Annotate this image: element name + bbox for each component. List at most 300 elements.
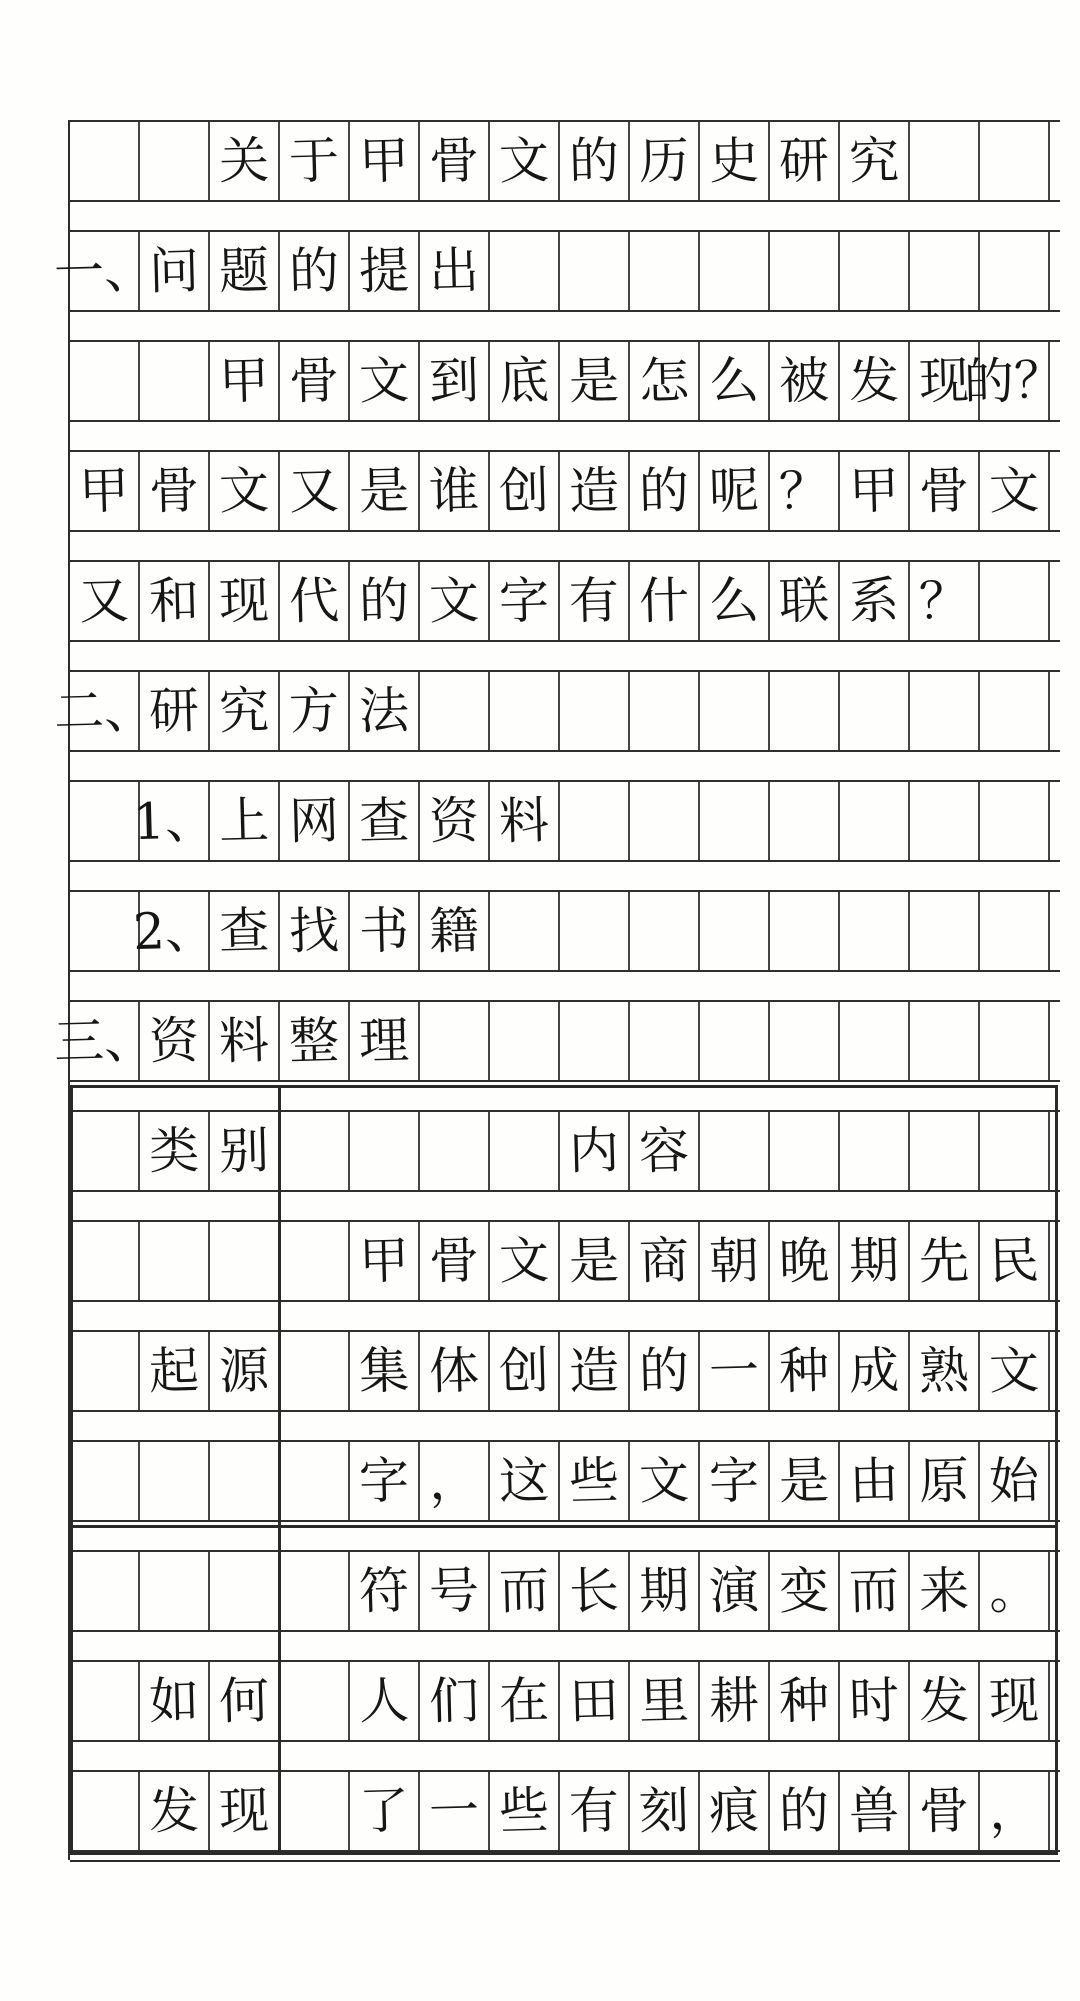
handwritten-character: 时: [848, 1671, 900, 1731]
handwritten-character: [629, 891, 699, 971]
grid-cell: [350, 892, 420, 970]
grid-cell: [560, 1112, 630, 1190]
grid-cell: [140, 1112, 210, 1190]
handwritten-character: 。: [988, 1561, 1040, 1621]
grid-cell: [140, 342, 210, 420]
handwritten-character: 这: [498, 1451, 550, 1511]
grid-cell: [350, 1002, 420, 1080]
grid-cell: [490, 122, 560, 200]
handwritten-character: 2、: [132, 900, 216, 962]
handwritten-character: 创: [498, 461, 550, 521]
grid-cell: [910, 1552, 980, 1630]
handwritten-character: [139, 1221, 209, 1301]
handwritten-character: [629, 1001, 699, 1081]
handwritten-character: 的: [288, 241, 340, 301]
grid-cell: [980, 892, 1050, 970]
grid-cell: [630, 562, 700, 640]
cell-band: [53, 1000, 1060, 1082]
grid-cell: [140, 1662, 210, 1740]
handwritten-character: [139, 121, 209, 201]
handwritten-character: 兽: [848, 1781, 900, 1841]
grid-cell: [840, 342, 910, 420]
grid-cell: [700, 1112, 770, 1190]
grid-cell: [280, 1552, 350, 1630]
handwritten-character: 么: [708, 351, 760, 411]
page-bottom-line: [70, 1860, 1060, 1862]
grid-row: [70, 1220, 1060, 1330]
grid-cell: [770, 1222, 840, 1300]
grid-cell: [70, 1772, 140, 1850]
handwritten-character: [629, 781, 699, 861]
handwritten-character: [69, 1221, 139, 1301]
grid-cell: [210, 232, 280, 310]
grid-cell: [700, 672, 770, 750]
handwritten-character: [979, 1111, 1049, 1191]
handwritten-character: 原: [918, 1451, 970, 1511]
handwritten-character: 研: [778, 131, 830, 191]
grid-cell: [280, 122, 350, 200]
handwritten-character: 容: [638, 1121, 690, 1181]
handwritten-character: 二、: [53, 680, 155, 742]
grid-cell: [490, 672, 560, 750]
grid-cell: [350, 1772, 420, 1850]
handwritten-character: 有: [568, 1781, 620, 1841]
grid-cell: [280, 1772, 350, 1850]
handwritten-character: 方: [288, 681, 340, 741]
grid-cell: [140, 672, 210, 750]
grid-cell: [420, 452, 490, 530]
handwritten-character: [839, 891, 909, 971]
grid-cell: [700, 892, 770, 970]
grid-cell: [700, 1772, 770, 1850]
handwritten-character: [559, 1001, 629, 1081]
handwritten-character: 熟: [918, 1341, 970, 1401]
grid-cell: [980, 562, 1050, 640]
grid-cell: [210, 1112, 280, 1190]
grid-cell: [980, 452, 1050, 530]
grid-cell: [350, 342, 420, 420]
grid-cell: [910, 1332, 980, 1410]
handwritten-character: [279, 1441, 349, 1521]
grid-cell: [700, 1442, 770, 1520]
grid-cell: [350, 782, 420, 860]
grid-cell: [910, 1772, 980, 1850]
grid-cell: [490, 1662, 560, 1740]
handwritten-character: 商: [638, 1231, 690, 1291]
cell-band: [70, 1660, 1060, 1742]
cell-band: [70, 1220, 1060, 1302]
cell-band: [70, 780, 1060, 862]
grid-cell: [132, 782, 216, 860]
handwritten-character: [489, 1111, 559, 1191]
handwritten-character: 字: [498, 571, 550, 631]
handwritten-character: [909, 121, 979, 201]
handwritten-character: [909, 1111, 979, 1191]
handwritten-character: 史: [708, 131, 760, 191]
grid-cell: [210, 452, 280, 530]
grid-cell: [700, 232, 770, 310]
handwritten-character: 来: [918, 1561, 970, 1621]
handwritten-character: 骨: [918, 461, 970, 521]
handwritten-character: 类: [148, 1121, 200, 1181]
handwritten-character: 始: [988, 1451, 1040, 1511]
handwritten-character: 由: [848, 1451, 900, 1511]
grid-cell: [280, 1112, 350, 1190]
handwritten-character: 创: [498, 1341, 550, 1401]
handwritten-character: 的: [638, 461, 690, 521]
grid-cell: [980, 782, 1050, 860]
handwritten-character: ？: [778, 461, 830, 521]
table-row-divider: [70, 1525, 1058, 1528]
grid-cell: [70, 892, 140, 970]
handwritten-character: 又: [78, 571, 130, 631]
handwritten-character: [699, 1001, 769, 1081]
handwritten-character: 现: [218, 1781, 270, 1841]
grid-cell: [140, 452, 210, 530]
grid-cell: [210, 122, 280, 200]
handwritten-character: 何: [218, 1671, 270, 1731]
grid-cell: [700, 342, 770, 420]
handwritten-character: 耕: [708, 1671, 760, 1731]
handwritten-character: [769, 231, 839, 311]
grid-cell: [53, 232, 155, 310]
handwritten-character: [699, 671, 769, 751]
grid-cell: [700, 562, 770, 640]
handwritten-character: 字: [708, 1451, 760, 1511]
cell-band: [53, 670, 1060, 752]
grid-cell: [770, 782, 840, 860]
handwritten-character: [489, 891, 559, 971]
grid-cell: [630, 1222, 700, 1300]
handwritten-character: 发: [148, 1781, 200, 1841]
handwritten-character: 而: [848, 1561, 900, 1621]
handwritten-character: [979, 1001, 1049, 1081]
handwritten-character: [699, 891, 769, 971]
handwritten-character: [839, 671, 909, 751]
grid-cell: [420, 892, 490, 970]
grid-cell: [910, 122, 980, 200]
grid-cell: [490, 1002, 560, 1080]
grid-cell: [770, 892, 840, 970]
grid-cell: [630, 1662, 700, 1740]
handwritten-character: 号: [428, 1561, 480, 1621]
grid-cell: [210, 1442, 280, 1520]
handwritten-character: 期: [848, 1231, 900, 1291]
grid-cell: [840, 1112, 910, 1190]
grid-cell: [350, 1332, 420, 1410]
grid-cell: [280, 1222, 350, 1300]
handwritten-character: 文: [498, 1231, 550, 1291]
handwritten-character: 上: [218, 791, 270, 851]
grid-cell: [210, 1772, 280, 1850]
grid-row: [70, 780, 1060, 890]
grid-cell: [420, 1772, 490, 1850]
grid-cell: [280, 452, 350, 530]
grid-cell: [700, 1332, 770, 1410]
grid-row: [70, 560, 1060, 670]
handwritten-character: [209, 1221, 279, 1301]
cell-band: [70, 340, 1065, 422]
grid-cell: [350, 1112, 420, 1190]
grid-cell: [770, 1332, 840, 1410]
grid-cell: [280, 1332, 350, 1410]
handwritten-character: 种: [778, 1341, 830, 1401]
handwritten-character: 提: [358, 241, 410, 301]
grid-cell: [140, 1222, 210, 1300]
grid-cell: [70, 1222, 140, 1300]
grid-cell: [420, 1552, 490, 1630]
handwritten-character: 籍: [428, 901, 480, 961]
handwritten-character: [909, 231, 979, 311]
handwritten-character: 骨: [428, 1231, 480, 1291]
handwritten-character: 的？: [963, 350, 1065, 412]
grid-cell: [980, 1332, 1050, 1410]
grid-cell: [630, 1552, 700, 1630]
handwritten-character: 些: [568, 1451, 620, 1511]
handwritten-character: 刻: [638, 1781, 690, 1841]
grid-cell: [910, 1002, 980, 1080]
handwritten-character: 发: [848, 351, 900, 411]
grid-cell: [910, 1442, 980, 1520]
grid-cell: [350, 1442, 420, 1520]
grid-cell: [770, 562, 840, 640]
handwritten-character: 骨: [918, 1781, 970, 1841]
handwritten-character: 里: [638, 1671, 690, 1731]
grid-cell: [630, 452, 700, 530]
grid-cell: [980, 232, 1050, 310]
grid-cell: [980, 1002, 1050, 1080]
handwritten-character: 的: [638, 1341, 690, 1401]
grid-cell: [630, 782, 700, 860]
grid-cell: [840, 1222, 910, 1300]
handwritten-character: 文: [988, 1341, 1040, 1401]
handwritten-character: 了: [358, 1781, 410, 1841]
handwritten-character: [909, 1001, 979, 1081]
grid-cell: [840, 1442, 910, 1520]
grid-cell: [840, 892, 910, 970]
grid-cell: [420, 232, 490, 310]
grid-cell: [70, 342, 140, 420]
grid-cell: [70, 782, 140, 860]
grid-cell: [420, 342, 490, 420]
handwritten-character: [279, 1661, 349, 1741]
grid-cell: [70, 1552, 140, 1630]
handwritten-character: [979, 781, 1049, 861]
handwritten-character: [139, 1551, 209, 1631]
handwritten-character: 是: [358, 461, 410, 521]
handwritten-character: 是: [778, 1451, 830, 1511]
grid-cell: [490, 232, 560, 310]
handwritten-character: 文: [358, 351, 410, 411]
grid-cell: [280, 892, 350, 970]
handwritten-character: [419, 1111, 489, 1191]
handwritten-character: 体: [428, 1341, 480, 1401]
handwritten-character: [69, 1111, 139, 1191]
grid-cell: [770, 1552, 840, 1630]
grid-cell: [420, 1332, 490, 1410]
handwritten-character: [839, 231, 909, 311]
grid-cell: [560, 1442, 630, 1520]
handwritten-character: 出: [428, 241, 480, 301]
grid-cell: [490, 1222, 560, 1300]
grid-row: [70, 1770, 1060, 1880]
handwritten-character: [69, 781, 139, 861]
grid-cell: [420, 122, 490, 200]
handwritten-character: [769, 1001, 839, 1081]
handwritten-character: 源: [218, 1341, 270, 1401]
handwritten-character: 理: [358, 1011, 410, 1071]
handwritten-character: 有: [568, 571, 620, 631]
handwritten-character: 资: [148, 1011, 200, 1071]
handwritten-character: [699, 231, 769, 311]
grid-cell: [910, 232, 980, 310]
handwritten-character: 书: [358, 901, 410, 961]
grid-cell: [980, 1112, 1050, 1190]
grid-cell: [980, 1552, 1050, 1630]
grid-cell: [280, 232, 350, 310]
grid-cell: [210, 342, 280, 420]
grid-cell: [910, 892, 980, 970]
grid-cell: [70, 452, 140, 530]
grid-cell: [963, 342, 1065, 420]
cell-band: [70, 1440, 1060, 1522]
handwritten-character: 料: [498, 791, 550, 851]
handwritten-character: [769, 1111, 839, 1191]
handwritten-character: [489, 671, 559, 751]
grid-cell: [350, 1662, 420, 1740]
grid-cell: [560, 1222, 630, 1300]
handwritten-character: 法: [358, 681, 410, 741]
handwritten-character: [489, 1001, 559, 1081]
grid-cell: [280, 1002, 350, 1080]
handwritten-character: [489, 231, 559, 311]
grid-cell: [350, 1222, 420, 1300]
handwritten-character: 痕: [708, 1781, 760, 1841]
handwritten-character: 究: [848, 131, 900, 191]
handwritten-character: [769, 671, 839, 751]
grid-cell: [840, 452, 910, 530]
cell-band: [53, 230, 1060, 312]
handwritten-character: 怎: [638, 351, 690, 411]
handwritten-character: 造: [568, 1341, 620, 1401]
handwritten-character: [559, 671, 629, 751]
grid-cell: [980, 122, 1050, 200]
grid-cell: [770, 452, 840, 530]
handwritten-character: [69, 341, 139, 421]
grid-cell: [910, 1112, 980, 1190]
grid-row: [70, 450, 1060, 560]
handwritten-character: 田: [568, 1671, 620, 1731]
grid-cell: [560, 782, 630, 860]
handwritten-character: [909, 671, 979, 751]
grid-cell: [840, 1772, 910, 1850]
handwritten-character: [699, 1111, 769, 1191]
grid-cell: [210, 1662, 280, 1740]
grid-cell: [350, 452, 420, 530]
handwritten-character: [419, 1001, 489, 1081]
handwritten-character: 于: [288, 131, 340, 191]
handwritten-character: [979, 121, 1049, 201]
grid-row: [70, 890, 1060, 1000]
handwritten-character: [419, 671, 489, 751]
grid-cell: [560, 892, 630, 970]
grid-cell: [700, 782, 770, 860]
grid-cell: [490, 562, 560, 640]
grid-cell: [280, 342, 350, 420]
handwritten-character: 变: [778, 1561, 830, 1621]
handwritten-character: 一、: [53, 240, 155, 302]
handwritten-character: 联: [778, 571, 830, 631]
grid-cell: [70, 1662, 140, 1740]
handwritten-character: 又: [288, 461, 340, 521]
grid-row: [53, 1000, 1060, 1110]
handwritten-character: 骨: [428, 131, 480, 191]
grid-cell: [70, 1112, 140, 1190]
handwritten-character: 系: [848, 571, 900, 631]
handwritten-character: 什: [638, 571, 690, 631]
handwritten-character: 题: [218, 241, 270, 301]
grid-cell: [280, 1662, 350, 1740]
grid-cell: [70, 1442, 140, 1520]
handwritten-character: [69, 891, 139, 971]
grid-cell: [140, 122, 210, 200]
grid-cell: [630, 672, 700, 750]
grid-cell: [280, 1442, 350, 1520]
handwritten-character: 资: [428, 791, 480, 851]
handwritten-character: 代: [288, 571, 340, 631]
handwritten-character: 现: [218, 571, 270, 631]
cell-band: [70, 1330, 1060, 1412]
grid-cell: [70, 562, 140, 640]
grid-cell: [630, 1332, 700, 1410]
handwritten-character: [69, 1661, 139, 1741]
grid-cell: [840, 1002, 910, 1080]
grid-cell: [560, 1002, 630, 1080]
grid-cell: [210, 1002, 280, 1080]
grid-cell: [700, 452, 770, 530]
handwritten-character: [279, 1111, 349, 1191]
handwritten-character: [279, 1551, 349, 1631]
handwritten-character: 1、: [132, 790, 216, 852]
handwritten-character: 是: [568, 1231, 620, 1291]
handwritten-character: [209, 1441, 279, 1521]
grid-row: [70, 1440, 1060, 1550]
grid-cell: [770, 1662, 840, 1740]
grid-cell: [980, 1662, 1050, 1740]
grid-cell: [132, 892, 216, 970]
grid-cell: [770, 1112, 840, 1190]
handwritten-character: [279, 1331, 349, 1411]
grid-cell: [280, 562, 350, 640]
handwritten-character: 现: [918, 351, 970, 411]
handwritten-character: 期: [638, 1561, 690, 1621]
grid-cell: [53, 672, 155, 750]
grid-cell: [770, 1002, 840, 1080]
grid-cell: [70, 122, 140, 200]
cell-band: [70, 560, 1060, 642]
grid-cell: [350, 672, 420, 750]
grid-cell: [910, 782, 980, 860]
grid-cell: [210, 1332, 280, 1410]
grid-cell: [700, 1662, 770, 1740]
handwritten-character: 被: [778, 351, 830, 411]
grid-row: [70, 340, 1065, 450]
handwritten-character: 内: [568, 1121, 620, 1181]
grid-cell: [420, 562, 490, 640]
grid-row: [70, 120, 1060, 230]
handwritten-character: 发: [918, 1671, 970, 1731]
handwritten-character: 起: [148, 1341, 200, 1401]
